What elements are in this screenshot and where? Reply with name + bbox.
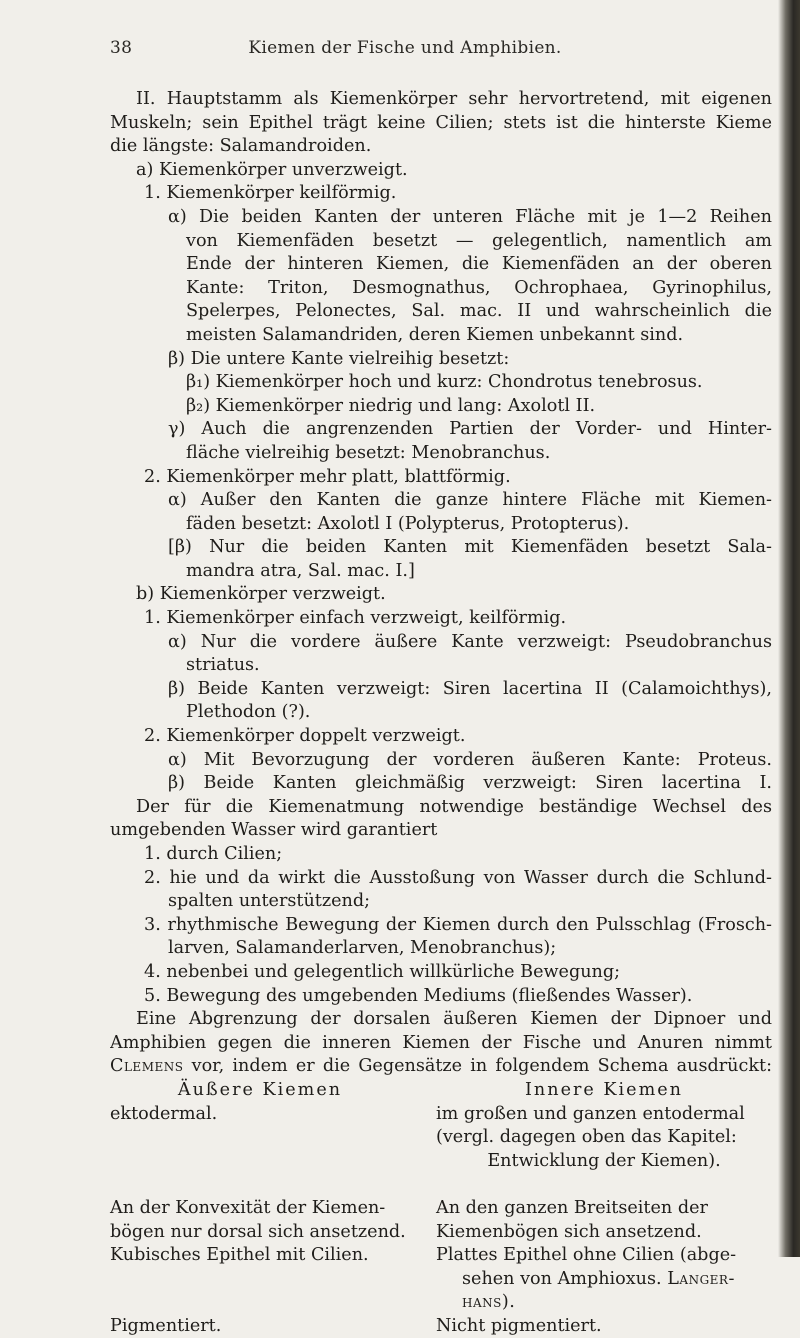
text-line: die längste: Salamandroiden. (110, 136, 372, 157)
text-line: mandra atra, Sal. mac. I.] (186, 560, 415, 581)
text-line: Muskeln; sein Epithel trägt keine Cilien; stets ist die hinterste Kieme (110, 112, 772, 133)
text-line: b) Kiemenkörper verzweigt. (136, 584, 386, 605)
text-line: β) Beide Kanten verzweigt: Siren lacertina II (Calamoichthys), (168, 678, 772, 699)
text-line: Eine Abgrenzung der dorsalen äußeren Kiemen der Dipnoer und (136, 1009, 772, 1030)
table-cell: im großen und ganzen entodermal (436, 1103, 745, 1124)
table-cell: Entwicklung der Kiemen). (487, 1150, 721, 1171)
text-line: [β) Nur die beiden Kanten mit Kiemenfäden besetzt Sala- (168, 537, 772, 558)
table-cell: ektodermal. (110, 1103, 218, 1124)
text-line (110, 1055, 772, 1079)
column-heading-internal: Innere Kiemen (524, 1079, 684, 1100)
text-line: larven, Salamanderlarven, Menobranchus); (168, 938, 557, 959)
table-cell (436, 1173, 772, 1197)
table-cell: hans). (462, 1292, 516, 1313)
text-line: α) Nur die vordere äußere Kante verzweigt: Pseudobranchus (168, 631, 772, 652)
table-cell: An den ganzen Breitseiten der (436, 1197, 708, 1218)
table-cell (436, 1268, 772, 1292)
text-line: fläche vielreihig besetzt: Menobranchus. (186, 442, 551, 463)
text-line: α) Mit Bevorzugung der vorderen äußeren Kante: Proteus. (168, 749, 772, 770)
running-title: Kiemen der Fische und Amphibien. (248, 38, 562, 58)
text-line: Amphibien gegen die inneren Kiemen der Fische und Anuren nimmt (110, 1032, 772, 1053)
text-line: 5. Bewegung des umgebenden Mediums (fließendes Wasser). (144, 985, 693, 1006)
page-body (110, 88, 772, 1336)
page-number: 38 (110, 38, 133, 58)
author-name: Langer- (667, 1268, 735, 1289)
table-cell: Kiemenbögen sich ansetzend. (436, 1221, 702, 1242)
text-line: fäden besetzt: Axolotl I (Polypterus, Protopterus). (186, 513, 630, 534)
text-line: 2. Kiemenkörper doppelt verzweigt. (144, 726, 466, 747)
table-cell (110, 1150, 410, 1174)
text-line: striatus. (186, 655, 260, 676)
text-line: meisten Salamandriden, deren Kiemen unbekannt sind. (186, 324, 684, 345)
text-fragment: sehen von Amphioxus. (462, 1268, 662, 1289)
text-line: γ) Auch die angrenzenden Partien der Vorder- und Hinter- (168, 419, 772, 440)
table-cell: An der Konvexität der Kiemen- (110, 1197, 386, 1218)
table-cell: Kubisches Epithel mit Cilien. (110, 1245, 369, 1266)
table-cell (110, 1291, 410, 1315)
text-line: 2. Kiemenkörper mehr platt, blattförmig. (144, 466, 511, 487)
text-line: β₁) Kiemenkörper hoch und kurz: Chondrotus tenebrosus. (186, 372, 703, 393)
column-heading-external: Äußere Kiemen (177, 1079, 343, 1100)
table-cell: Nicht pigmentiert. (436, 1315, 602, 1336)
column-external-gills (110, 1079, 410, 1338)
text-line: a) Kiemenkörper unverzweigt. (136, 159, 408, 180)
text-line: Kante: Triton, Desmognathus, Ochrophaea, Gyrinophilus, (186, 277, 772, 298)
text-line: 2. hie und da wirkt die Ausstoßung von Wasser durch die Schlund- (144, 867, 772, 888)
text-line: 3. rhythmische Bewegung der Kiemen durch den Pulsschlag (Frosch- (144, 914, 772, 935)
text-line: Spelerpes, Pelonectes, Sal. mac. II und wahrscheinlich die (186, 301, 772, 322)
text-line: 1. Kiemenkörper einfach verzweigt, keilförmig. (144, 608, 567, 629)
text-line: β) Beide Kanten gleichmäßig verzweigt: Siren lacertina I. (168, 773, 772, 794)
text-line: Ende der hinteren Kiemen, die Kiemenfäden an der oberen (186, 254, 772, 275)
text-line: spalten unterstützend; (168, 891, 371, 912)
table-cell (110, 1268, 410, 1292)
text-line: Plethodon (?). (186, 702, 311, 723)
text-line: α) Außer den Kanten die ganze hintere Fläche mit Kiemen- (168, 490, 772, 511)
text-line: 1. Kiemenkörper keilförmig. (144, 183, 397, 204)
text-line: umgebenden Wasser wird garantiert (110, 820, 438, 841)
text-fragment: vor, indem er die Gegensätze in folgendem Schema ausdrückt: (191, 1056, 772, 1077)
table-cell: (vergl. dagegen oben das Kapitel: (436, 1127, 737, 1148)
text-line: II. Hauptstamm als Kiemenkörper sehr hervortretend, mit eigenen (136, 89, 772, 109)
table-cell (110, 1126, 410, 1150)
text-line: 4. nebenbei und gelegentlich willkürliche Bewegung; (144, 961, 621, 982)
table-cell (110, 1173, 410, 1197)
text-line: β₂) Kiemenkörper niedrig und lang: Axolotl II. (186, 395, 596, 416)
text-line: von Kiemenfäden besetzt — gelegentlich, namentlich am (186, 230, 772, 251)
text-line: α) Die beiden Kanten der unteren Fläche mit je 1—2 Reihen (168, 206, 772, 227)
page-edge-shadow (778, 0, 800, 1257)
text-line: 1. durch Cilien; (144, 844, 283, 864)
text-line: Der für die Kiemenatmung notwendige beständige Wechsel des (136, 796, 772, 817)
text-line: β) Die untere Kante vielreihig besetzt: (168, 348, 510, 369)
column-internal-gills (436, 1079, 772, 1338)
table-cell: Pigmentiert. (110, 1315, 222, 1336)
author-name: Clemens (110, 1056, 184, 1077)
table-cell: bögen nur dorsal sich ansetzend. (110, 1221, 406, 1242)
table-cell: Plattes Epithel ohne Cilien (abge- (436, 1245, 737, 1266)
